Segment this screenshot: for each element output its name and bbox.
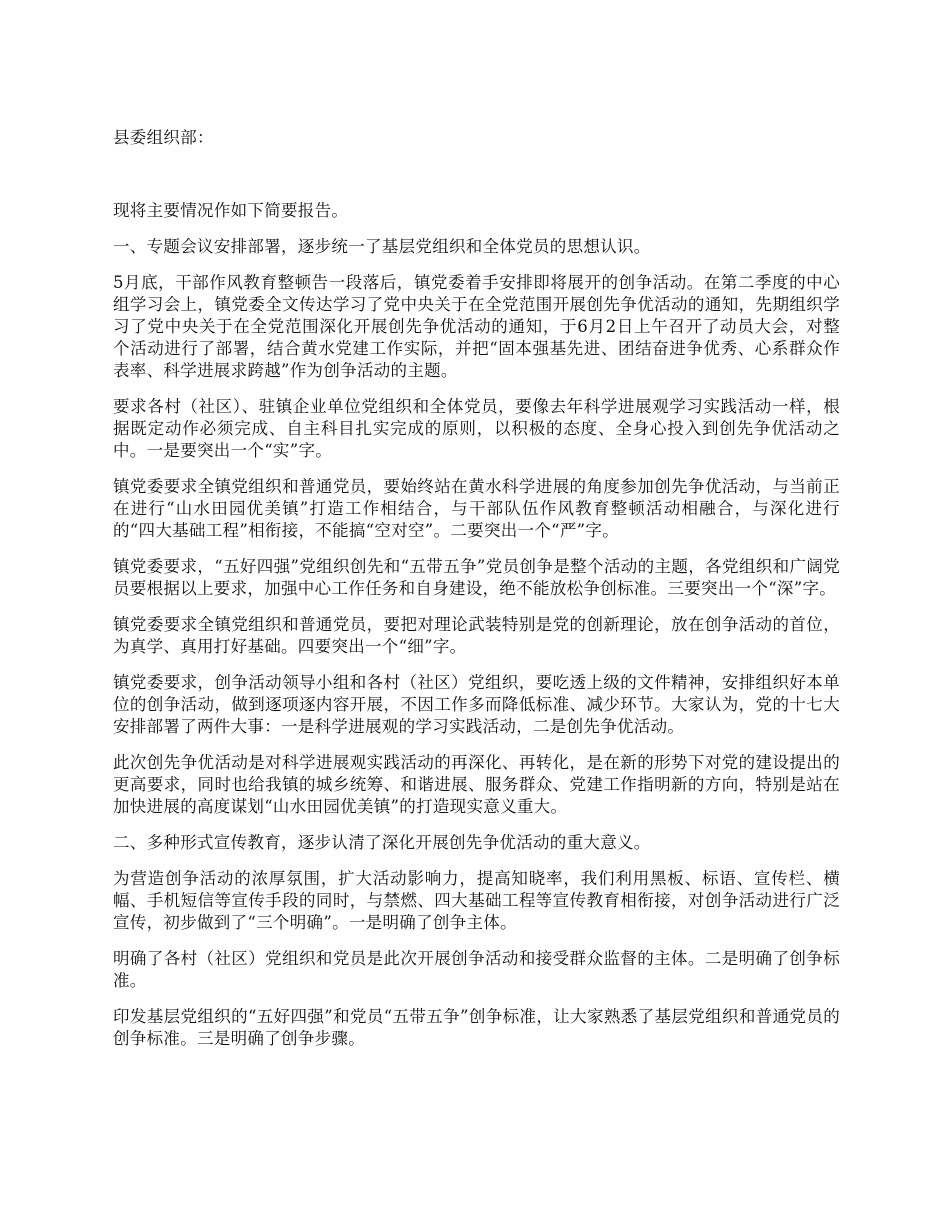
paragraph-intro: 现将主要情况作如下简要报告。 (113, 201, 349, 220)
paragraph: 此次创先争优活动是对科学进展观实践活动的再深化、再转化，是在新的形势下对党的建设提出的更高要求，同时也给我镇的城乡统筹、和谐进展、服务群众、党建工作指明新的方向，特别是站在加快进展的高度谋划“山水田园优美镇”的打造现实意义重大。 (113, 753, 840, 816)
paragraph: 印发基层党组织的“五好四强”和党员“五带五争”创争标准，让大家熟悉了基层党组织和普通党员的创争标准。三是明确了创争步骤。 (113, 1007, 840, 1048)
paragraph: 镇党委要求，创争活动领导小组和各村（社区）党组织，要吃透上级的文件精神，安排组织好本单位的创争活动，做到逐项逐内容开展，不因工作多而降低标准、减少环节。大家认为，党的十七大安排部署了两件大事：一是科学进展观的学习实践活动，二是创先争优活动。 (113, 673, 840, 736)
paragraph: 镇党委要求，“五好四强”党组织创先和“五带五争”党员创争是整个活动的主题，各党组织和广阔党员要根据以上要求，加强中心工作任务和自身建设，绝不能放松争创标准。三要突出一个“深”字。 (113, 557, 840, 598)
paragraph: 镇党委要求全镇党组织和普通党员，要始终站在黄水科学进展的角度参加创先争优活动，与当前正在进行“山水田园优美镇”打造工作相结合，与干部队伍作风教育整顿活动相融合，与深化进行的“四大基础工程”相衔接，不能搞“空对空”。二要突出一个“严”字。 (113, 477, 840, 540)
document-body (113, 200, 840, 1064)
paragraph: 要求各村（社区）、驻镇企业单位党组织和全体党员，要像去年科学进展观学习实践活动一样，根据既定动作必须完成、自主科目扎实完成的原则，以积极的态度、全身心投入到创先争优活动之中。一是要突出一个“实”字。 (113, 397, 840, 460)
section-heading-1: 一、专题会议安排部署，逐步统一了基层党组织和全体党员的思想认识。 (113, 237, 651, 256)
paragraph: 明确了各村（社区）党组织和党员是此次开展创争活动和接受群众监督的主体。二是明确了创争标准。 (113, 949, 840, 990)
paragraph: 5月底，干部作风教育整顿告一段落后，镇党委着手安排即将展开的创争活动。在第二季度的中心组学习会上，镇党委全文传达学习了党中央关于在全党范围开展创先争优活动的通知，先期组织学习了党中央关于在全党范围深化开展创先争优活动的通知，于6月2日上午召开了动员大会，对整个活动进行了部署，结合黄水党建工作实际，并把“固本强基先进、团结奋进争优秀、心系群众作表率、科学进展求跨越”作为创争活动的主题。 (113, 273, 840, 380)
section-heading-2: 二、多种形式宣传教育，逐步认清了深化开展创先争优活动的重大意义。 (113, 833, 651, 852)
paragraph: 为营造创争活动的浓厚氛围，扩大活动影响力，提高知晓率，我们利用黑板、标语、宣传栏、横幅、手机短信等宣传手段的同时，与禁燃、四大基础工程等宣传教育相衔接，对创争活动进行广泛宣传，初步做到了“三个明确”。一是明确了创争主体。 (113, 869, 840, 932)
salutation: 县委组织部： (113, 128, 214, 147)
paragraph: 镇党委要求全镇党组织和普通党员，要把对理论武装特别是党的创新理论，放在创争活动的首位，为真学、真用打好基础。四要突出一个“细”字。 (113, 615, 840, 656)
